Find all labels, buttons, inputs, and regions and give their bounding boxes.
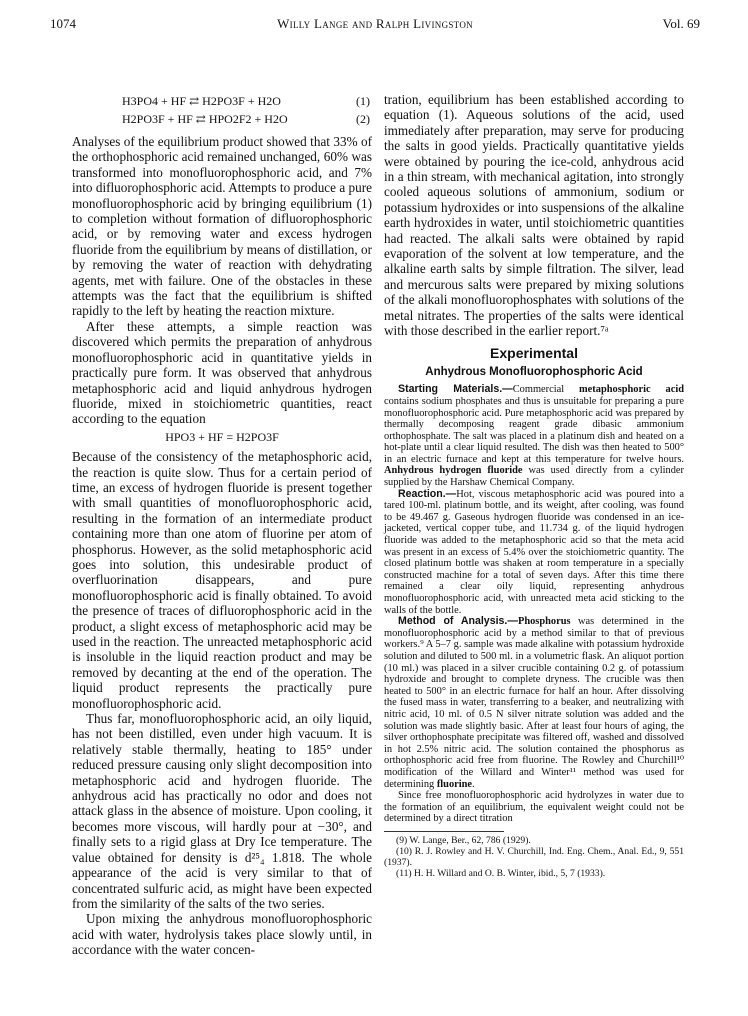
bold-term: Phosphorus [517, 616, 571, 628]
running-title: Willy Lange and Ralph Livingston [277, 16, 473, 31]
paragraph: tration, equilibrium has been established according to equation (1). Aqueous solutions of the acid, used immediately after preparation, may serve for producing the salts in good yields. Practically quantitative yields were obtained by pouring the ice-cold, anhydrous acid in a thin stream, with mechanical agitation, into strongly cooled aqueous solutions of ammonium, sodium or potassium hydroxides or into suspensions of the alkaline earth hydroxides in water, until stoichiometric quantities had reacted. The alkali salts were obtained by rapid evaporation of the solvent at low temperature, and the alkaline earth salts by simple filtration. The silver, lead and mercurous salts were prepared by mixing solutions of the alkali monofluorophosphates with solutions of the metal nitrates. The properties of the salts were identical with those described in the earlier report.⁷ᵃ [384, 92, 684, 339]
run-in-heading: Reaction.— [398, 487, 457, 500]
paragraph: Because of the consistency of the metaphosphoric acid, the reaction is quite slow. Thus for a certain period of time, an excess of hydrogen fluoride is present together with small quantities of monofluorophosphoric acid, resulting in the formation of an intermediate product containing more than one atom of fluorine per atom of phosphorus. However, as the solid metaphosphoric acid goes into solution, this undesirable product of overfluorination disappears, and pure monofluorophosphoric acid is finally obtained. To avoid the presence of traces of difluorophosphoric acid in the product, a slight excess of metaphosphoric acid may be used in the reaction. The unreacted metaphosphoric acid is insoluble in the liquid reaction product and may be removed by decanting at the end of the operation. The liquid product represents the practically pure monofluorophosphoric acid. [72, 449, 372, 711]
paragraph: Since free monofluorophosphoric acid hydrolyzes in water due to the formation of an equilibrium, the equivalent weight could not be determined by a direct titration [384, 790, 684, 825]
paragraph: Analyses of the equilibrium product showed that 33% of the orthophosphoric acid remained unchanged, 60% was transformed into monofluorophosphoric acid, and 7% into difluorophosphoric acid. Attempts to produce a pure monofluorophosphoric acid by bringing equilibrium (1) to completion without formation of difluorophosphoric acid, or by removing water and excess hydrogen fluoride from the equilibrium by means of distillation, or by removing the water of reaction with dehydrating agents, met with failure. One of the obstacles in these attempts was the fact that the equilibrium is shifted rapidly to the left by heating the reaction mixture. [72, 134, 372, 319]
text-run: Commercial [512, 384, 580, 396]
footnote: (11) H. H. Willard and O. B. Winter, ibid., 5, 7 (1933). [396, 867, 606, 879]
text-run: was determined in the monofluorophosphoric acid by a method similar to that of previous workers.⁹ A 5–7 g. sample was made alkaline with potassium hydroxide solution and diluted to 500 ml. in a volumetric flask. An aliquot portion (10 ml.) was placed in a silver crucible containing 0.2 g. of potassium hydroxide and brought to complete dryness. The crucible was then heated to 500° in an electric furnace for half an hour. After dissolving the fused mass in water, transferring to a beaker, and neutralizing with nitric acid, 10 ml. of 0.5 N silver nitrate solution was added and the solution was made slightly basic. After at least four hours of aging, the silver orthophosphate precipitate was filtered off, washed and dissolved in hot 2.5% nitric acid. The solution contained the phosphorus as orthophosphoric acid free from fluorine. The Rowley and Churchill¹⁰ modification of the Willard and Winter¹¹ method was used for determining [384, 616, 684, 790]
equation-number-2: (2) [356, 112, 370, 126]
text-run: Hot, viscous metaphosphoric acid was poured into a tared 100-ml. platinum bottle, and its weight, after cooling, was found to be 49.467 g. Gaseous hydrogen fluoride was condensed in an ice-jacketed, vertical copper tube, and 11.734 g. of the liquid hydrogen fluoride was added to the metaphosphoric acid so that the meta acid was present in an excess of 5.4% over the stoichiometric quantity. The closed platinum bottle was shaken at room temperature in a specially constructed machine for a total of seven days. After this time there remained a clear oily liquid, representing anhydrous monofluorophosphoric acid, with unreacted meta acid sticking to the walls of the bottle. [384, 488, 684, 616]
text-run: . [472, 778, 475, 790]
display-equation: HPO3 + HF = H2PO3F [165, 429, 279, 444]
equation-row [102, 94, 372, 112]
run-in-heading: Method of Analysis.— [398, 615, 518, 628]
paragraph: Upon mixing the anhydrous monofluorophosphoric acid with water, hydrolysis takes place slowly until, in accordance with the water concen- [72, 911, 372, 958]
text-run: contains sodium phosphates and thus is unsuitable for preparing a pure monofluorophosphoric acid. Pure metaphosphoric acid was prepared by thermally decomposing reagent grade dibasic ammonium orthophosphate. The salt was placed in a platinum dish and heated on a hot-plate until a clear liquid resulted. The dish was then heated to 500° in an electric furnace and kept at this temperature for twelve hours. [384, 395, 684, 465]
page-number: 1074 [50, 16, 76, 31]
equation-row [102, 112, 372, 130]
footnote: (10) R. J. Rowley and H. V. Churchill, Ind. Eng. Chem., Anal. Ed., 9, 551 (1937). [384, 845, 684, 868]
footnote: (9) W. Lange, Ber., 62, 786 (1929). [396, 834, 531, 846]
equation-block [102, 94, 372, 130]
run-in-heading: Starting Materials.— [398, 383, 513, 396]
bold-term: Anhydrous hydrogen fluoride [384, 465, 523, 477]
paragraph-method [384, 616, 684, 790]
equation-1: H3PO4 + HF ⇄ H2PO3F + H2O [122, 94, 281, 108]
running-header [50, 16, 700, 38]
subsection-heading: Anhydrous Monofluorophosphoric Acid [425, 365, 643, 378]
paragraph: After these attempts, a simple reaction was discovered which permits the preparation of anhydrous monofluorophosphoric acid in quantitative yields in practically pure form. It was observed that anhydrous metaphosphoric acid and liquid anhydrous hydrogen fluoride, mixed in stoichiometric quantities, react according to the equation [72, 318, 372, 427]
text-run: was used directly from a cylinder supplied by the Harshaw Chemical Company. [384, 465, 685, 489]
bold-term: metaphosphoric acid [579, 384, 684, 396]
footnote-rule [384, 831, 504, 832]
volume-label: Vol. 69 [662, 16, 700, 31]
right-column [384, 92, 684, 879]
left-column [72, 94, 372, 958]
paragraph-reaction [384, 489, 684, 617]
equation-2: H2PO3F + HF ⇄ HPO2F2 + H2O [122, 112, 288, 126]
paragraph: Thus far, monofluorophosphoric acid, an oily liquid, has not been distilled, even under high vacuum. It is relatively stable thermally, heating to 185° under reduced pressure causing only slight decomposition into metaphosphoric acid and hydrogen fluoride. The anhydrous acid has practically no odor and does not attack glass in the absence of moisture. Upon cooling, it becomes more viscous, will hardly pour at −30°, and finally sets to a rigid glass at Dry Ice temperature. The value obtained for density is d²⁵₄ 1.818. The whole appearance of the acid is very similar to that of concentrated sulfuric acid, as might have been expected from the similarity of the salts of the two series. [72, 711, 372, 911]
bold-term: fluorine [436, 778, 473, 790]
paragraph-starting-materials [384, 384, 684, 488]
equation-number-1: (1) [356, 94, 370, 108]
section-heading: Experimental [490, 344, 578, 361]
